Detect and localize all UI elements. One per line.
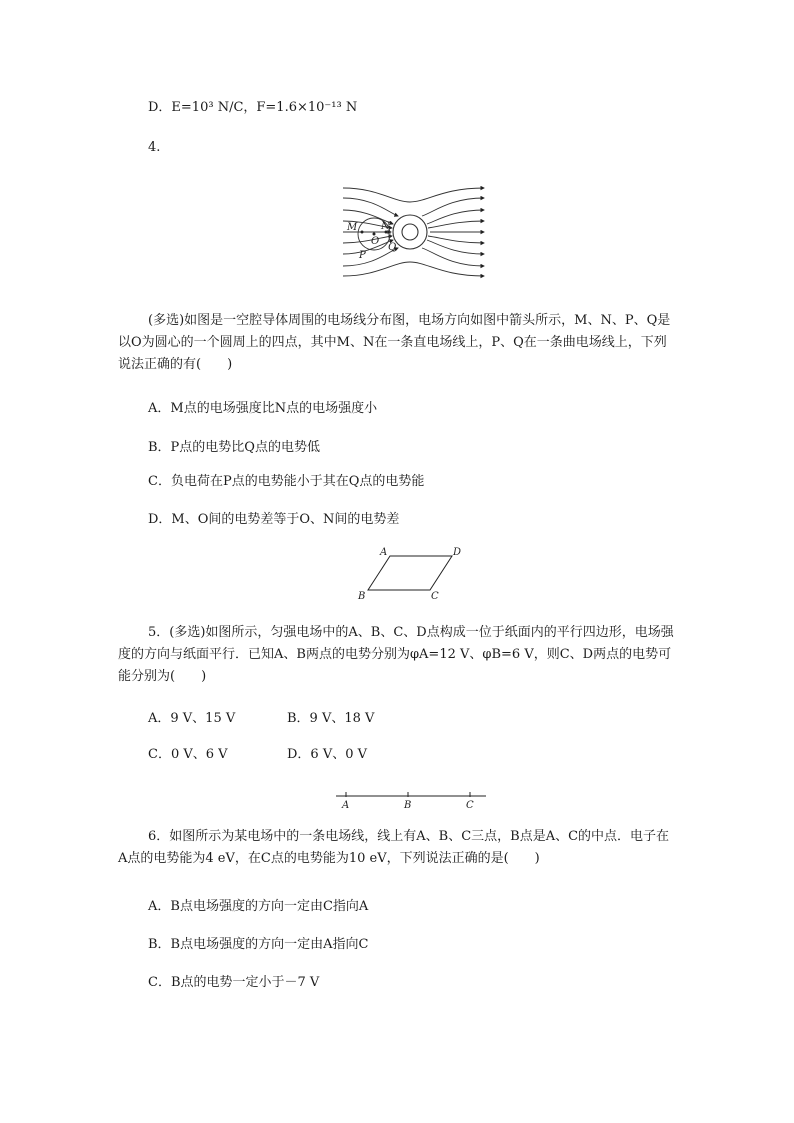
q5-option-c: C．0 V、6 V bbox=[148, 747, 228, 762]
q4-label-n: N bbox=[381, 221, 390, 232]
q4-label-o: O bbox=[371, 236, 380, 247]
q4-field-line-figure bbox=[338, 180, 488, 285]
q5-parallelogram-figure bbox=[356, 544, 468, 604]
q5-stem bbox=[118, 622, 678, 688]
q5-label-c: C bbox=[431, 591, 439, 602]
q6-option-b: B．B点电场强度的方向一定由A指向C bbox=[148, 937, 369, 952]
q3-option-d: D．E=10³ N/C，F=1.6×10⁻¹³ N bbox=[148, 100, 358, 115]
q5-label-a: A bbox=[380, 547, 388, 558]
q4-label-p: P bbox=[359, 250, 366, 261]
q4-number: 4. bbox=[148, 140, 161, 155]
q4-label-m: M bbox=[347, 222, 358, 233]
q5-label-b: B bbox=[358, 591, 366, 602]
q4-option-c: C．负电荷在P点的电势能小于其在Q点的电势能 bbox=[148, 474, 425, 489]
q4-label-q: Q bbox=[388, 242, 397, 253]
q5-option-a: A．9 V、15 V bbox=[148, 711, 236, 726]
q6-option-a: A．B点电场强度的方向一定由C指向A bbox=[148, 899, 369, 914]
q6-label-b: B bbox=[404, 800, 412, 810]
q4-stem-text: (多选)如图是一空腔导体周围的电场线分布图，电场方向如图中箭头所示，M、N、P、Q是以O为圆心的一个圆周上的四点，其中M、N在一条直电场线上，P、Q在一条曲电场线上，下列说法正确的有( ) bbox=[118, 313, 671, 372]
q6-field-line-figure bbox=[334, 788, 490, 810]
q6-label-c: C bbox=[466, 800, 474, 810]
q5-stem-text: 5．(多选)如图所示，匀强电场中的A、B、C、D点构成一位于纸面内的平行四边形，电场强度的方向与纸面平行．已知A、B两点的电势分别为φA=12 V、φB=6 V，则C、D两点的电势可能分别为( ) bbox=[118, 625, 674, 684]
q4-option-a: A．M点的电场强度比N点的电场强度小 bbox=[148, 401, 378, 416]
q6-stem-text: 6．如图所示为某电场中的一条电场线，线上有A、B、C三点，B点是A、C的中点．电子在A点的电势能为4 eV，在C点的电势能为10 eV，下列说法正确的是( ) bbox=[118, 829, 670, 866]
q6-stem bbox=[118, 826, 678, 870]
q4-option-b: B．P点的电势比Q点的电势低 bbox=[148, 440, 320, 455]
q6-label-a: A bbox=[342, 800, 350, 810]
q4-stem bbox=[118, 310, 678, 376]
q5-option-b: B．9 V、18 V bbox=[287, 711, 375, 726]
q4-option-d: D．M、O间的电势差等于O、N间的电势差 bbox=[148, 512, 400, 527]
q5-label-d: D bbox=[453, 547, 462, 558]
q6-option-c: C．B点的电势一定小于－7 V bbox=[148, 975, 320, 990]
q5-option-d: D．6 V、0 V bbox=[287, 747, 368, 762]
